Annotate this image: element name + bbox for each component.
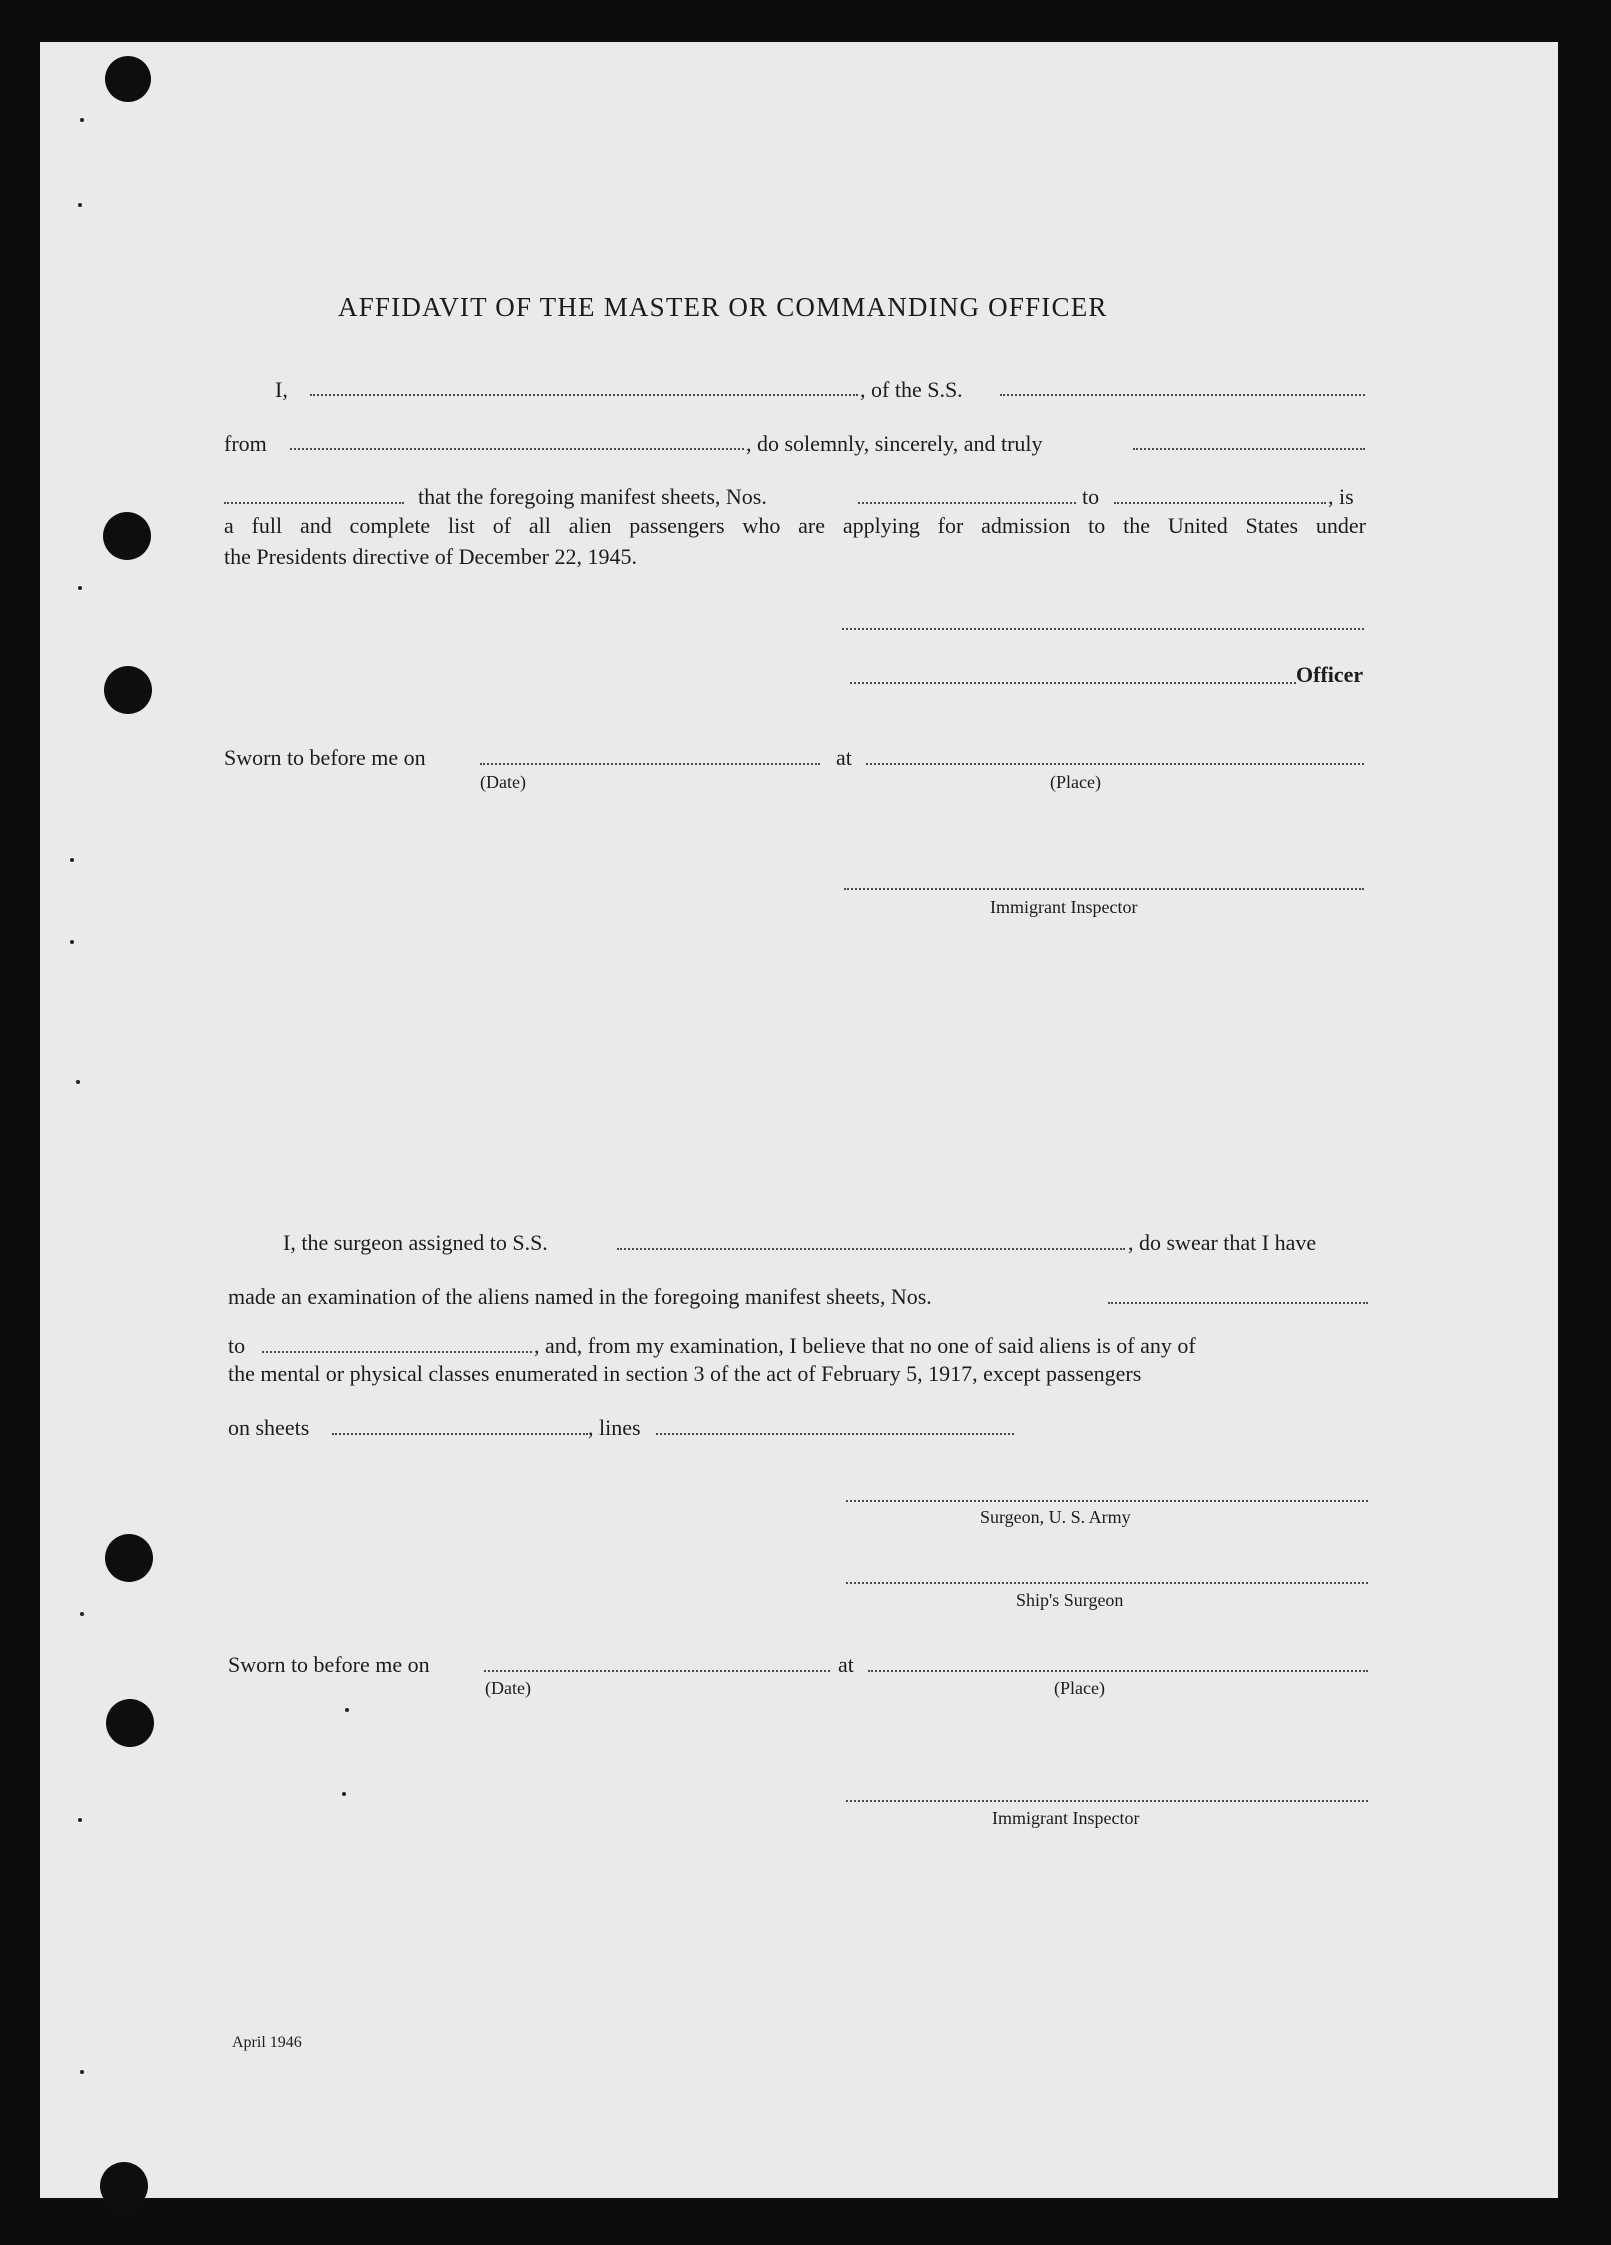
speck xyxy=(80,1612,84,1616)
speck xyxy=(78,203,82,207)
surgeon-line1-a: I, the surgeon assigned to S.S. xyxy=(283,1230,548,1255)
affidavit-para-line1: a full and complete list of all alien passengers who are applying for admission to the United States under xyxy=(224,513,1366,538)
speck xyxy=(342,1792,346,1796)
surgeon-sheets-to-field[interactable] xyxy=(262,1351,532,1353)
surgeon-sworn-label: Sworn to before me on xyxy=(228,1652,430,1677)
surgeon-inspector-label: Immigrant Inspector xyxy=(992,1808,1140,1828)
lines-label: , lines xyxy=(588,1415,641,1440)
surgeon-ship-field[interactable] xyxy=(617,1248,1125,1250)
punch-hole xyxy=(103,512,151,560)
ship-surgeon-label: Ship's Surgeon xyxy=(1016,1590,1124,1610)
surgeon-sworn-place-field[interactable] xyxy=(868,1670,1368,1672)
affidavit-para-line2: the Presidents directive of December 22, 1945. xyxy=(224,544,637,569)
punch-hole xyxy=(105,1534,153,1582)
form-date: April 1946 xyxy=(232,2034,302,2051)
manifest-sheets-text: that the foregoing manifest sheets, Nos. xyxy=(418,484,767,509)
surgeon-place-caption: (Place) xyxy=(1054,1678,1105,1698)
speck xyxy=(76,1080,80,1084)
punch-hole xyxy=(100,2162,148,2210)
ship-name-field[interactable] xyxy=(1000,394,1365,396)
army-surgeon-label: Surgeon, U. S. Army xyxy=(980,1507,1131,1527)
document-title: AFFIDAVIT OF THE MASTER OR COMMANDING OFFICER xyxy=(338,292,1108,322)
speck xyxy=(80,118,84,122)
surgeon-to-label: to xyxy=(228,1333,246,1358)
place-caption: (Place) xyxy=(1050,772,1101,792)
ship-surgeon-signature-line[interactable] xyxy=(846,1582,1368,1584)
is-label: , is xyxy=(1328,484,1354,509)
speck xyxy=(70,940,74,944)
surgeon-date-caption: (Date) xyxy=(485,1678,531,1698)
inspector-label: Immigrant Inspector xyxy=(990,897,1138,917)
surgeon-inspector-signature-line[interactable] xyxy=(846,1800,1368,1802)
to-label: to xyxy=(1082,484,1100,509)
do-solemnly-text: , do solemnly, sincerely, and truly xyxy=(746,431,1043,456)
army-surgeon-signature-line[interactable] xyxy=(846,1500,1368,1502)
surgeon-line2: made an examination of the aliens named in the foregoing manifest sheets, Nos. xyxy=(228,1284,932,1309)
officer-signature-line[interactable] xyxy=(850,682,1296,684)
inspector-signature-line[interactable] xyxy=(844,888,1364,890)
i-label: I, xyxy=(275,377,288,402)
officer-label: Officer xyxy=(1296,662,1364,687)
speck xyxy=(78,1818,82,1822)
speck xyxy=(345,1708,349,1712)
punch-hole xyxy=(104,666,152,714)
port-from-field[interactable] xyxy=(290,448,744,450)
master-signature-line[interactable] xyxy=(842,628,1364,630)
of-ss-label: , of the S.S. xyxy=(860,377,963,402)
excepted-sheets-field[interactable] xyxy=(332,1433,588,1435)
surgeon-line4: the mental or physical classes enumerated in section 3 of the act of February 5, 1917, except passengers xyxy=(228,1361,1142,1386)
at-label: at xyxy=(836,745,852,770)
speck xyxy=(70,858,74,862)
punch-hole xyxy=(106,1699,154,1747)
sheets-from-field[interactable] xyxy=(858,502,1076,504)
speck xyxy=(80,2070,84,2074)
speck xyxy=(78,586,82,590)
date-caption: (Date) xyxy=(480,772,526,792)
sworn-label: Sworn to before me on xyxy=(224,745,426,770)
punch-hole xyxy=(105,56,151,102)
sheets-to-field[interactable] xyxy=(1114,502,1326,504)
sworn-place-field[interactable] xyxy=(866,763,1364,765)
surgeon-at-label: at xyxy=(838,1652,854,1677)
surgeon-sheets-from-field[interactable] xyxy=(1108,1302,1368,1304)
scan-border-top xyxy=(0,0,1611,42)
surgeon-line3-b: , and, from my examination, I believe that no one of said aliens is of any of xyxy=(534,1333,1196,1358)
sworn-date-field[interactable] xyxy=(480,763,820,765)
oath-word-field[interactable] xyxy=(1133,448,1365,450)
excepted-lines-field[interactable] xyxy=(656,1433,1014,1435)
master-name-field[interactable] xyxy=(310,394,858,396)
from-label: from xyxy=(224,431,267,456)
on-sheets-label: on sheets xyxy=(228,1415,310,1440)
document-page xyxy=(40,42,1558,2198)
oath-continuation-field[interactable] xyxy=(224,502,404,504)
surgeon-sworn-date-field[interactable] xyxy=(484,1670,830,1672)
surgeon-line1-b: , do swear that I have xyxy=(1128,1230,1317,1255)
